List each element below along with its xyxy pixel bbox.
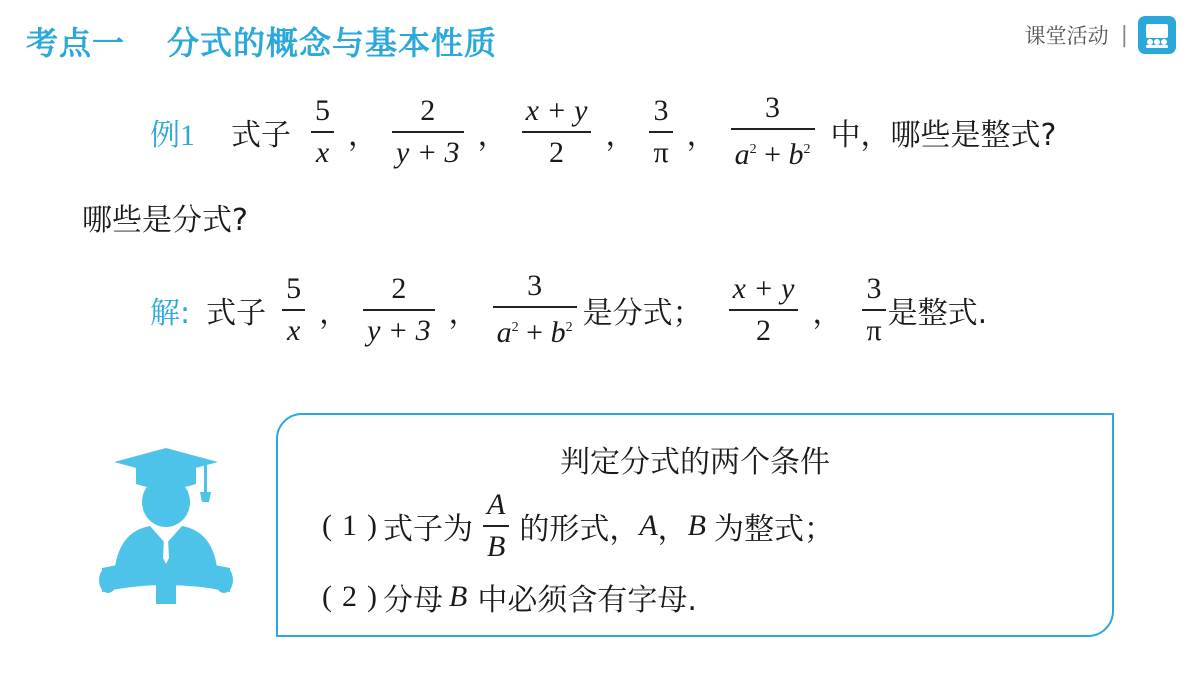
fraction-3-over-pi: $\frac{3}{\pi}$: [649, 91, 672, 173]
fraction-3-over-a2-plus-b2: $\frac{3}{a^2 + b^2}$: [731, 88, 815, 175]
solution-fraction-5-over-x: $\frac{5}{x}$: [282, 269, 305, 351]
example-question-2: 哪些是分式?: [82, 203, 248, 238]
section-label: 考点一: [26, 24, 126, 62]
topic-label: 分式的概念与基本性质: [167, 24, 498, 62]
graduate-scholar-icon: [96, 446, 236, 612]
conditions-heading: 判定分式的两个条件: [560, 445, 830, 480]
example-label: 例1: [150, 118, 195, 152]
activity-label: 课堂活动: [1024, 24, 1109, 48]
solution-line: 解: 式子 $\frac{5}{x}$ ， $\frac{2}{y + 3}$ ， $\frac{3}{a^2 + b^2}$ 是分式； $\frac{x + y}{2}$ ， $\frac{3}{\pi}$ 是整式.: [150, 266, 987, 353]
solution-fraction-2-over-y-plus-3: $\frac{2}{y + 3}$: [363, 269, 435, 351]
solution-fraction-3-over-a2-plus-b2: $\frac{3}{a^2 + b^2}$: [493, 266, 577, 353]
fraction-2-over-y-plus-3: $\frac{2}{y + 3}$: [392, 91, 464, 173]
solution-label: 解:: [150, 295, 191, 331]
condition-2: ( 2 ) 分母 B 中必须含有字母.: [322, 580, 697, 618]
conditions-box: [276, 413, 1114, 637]
fraction-5-over-x: $\frac{5}{x}$: [311, 91, 334, 173]
condition-1: ( 1 ) 式子为 $\frac{A}{B}$ 的形式， A ， B 为整式；: [322, 485, 834, 567]
classroom-activity[interactable]: [1025, 16, 1176, 54]
fraction-result-text: 是分式；: [582, 295, 703, 331]
solution-intro: 式子: [206, 295, 267, 331]
example-intro: 式子: [231, 117, 291, 153]
page-title: [26, 18, 497, 64]
example-line: 例1 式子 $\frac{5}{x}$ ， $\frac{2}{y + 3}$ ， $\frac{x + y}{2}$ ， $\frac{3}{\pi}$ ， $\frac{3}{a^2 + b^2}$ 中，哪些是整式?: [150, 88, 1056, 175]
example-question-1: 中，哪些是整式?: [830, 117, 1057, 153]
classroom-icon[interactable]: [1138, 16, 1176, 54]
solution-fraction-3-over-pi: $\frac{3}{\pi}$: [862, 269, 885, 351]
solution-fraction-x-plus-y-over-2: $\frac{x + y}{2}$: [729, 269, 799, 351]
fraction-x-plus-y-over-2: $\frac{x + y}{2}$: [522, 91, 592, 173]
integral-result-text: 是整式.: [887, 295, 988, 331]
activity-divider: |: [1120, 22, 1128, 48]
fraction-A-over-B: $\frac{A}{B}$: [483, 485, 509, 567]
